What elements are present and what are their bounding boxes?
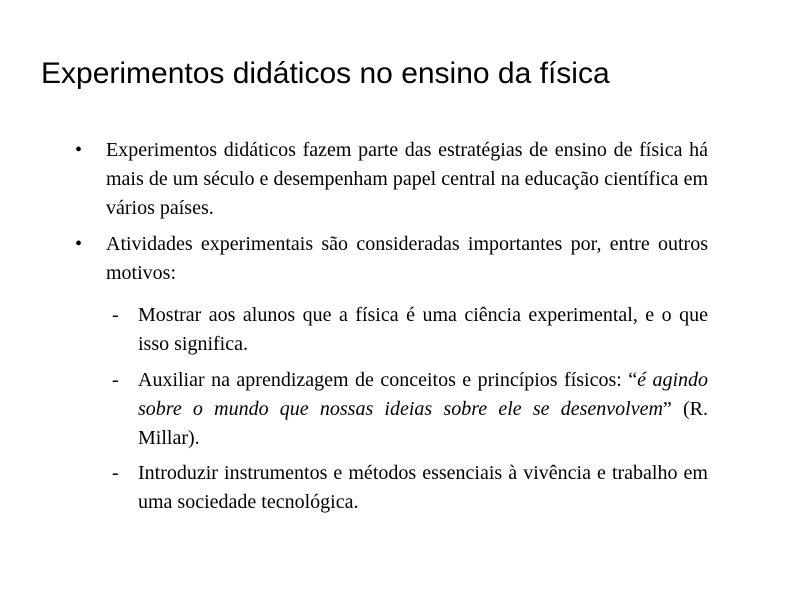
sub-bullet-text-after: ” (R. Millar).: [138, 398, 708, 449]
sub-bullet-marker: -: [112, 304, 119, 326]
sub-bullet-text: Mostrar aos alunos que a física é uma ciência experimental, e o que isso significa.: [138, 304, 708, 355]
sub-bullet-text: [138, 366, 708, 453]
bullet-item: [75, 230, 708, 288]
sub-bullet-marker: -: [112, 369, 119, 391]
bullet-text: Atividades experimentais são consideradas importantes por, entre outros motivos:: [106, 233, 708, 284]
bullet-marker: •: [75, 233, 83, 255]
sub-bullet-marker: -: [112, 462, 119, 484]
bullet-marker: •: [75, 139, 83, 161]
bullet-text: Experimentos didáticos fazem parte das estratégias de ensino de física há mais de um século e desempenham papel central na educação científica em vários países.: [106, 139, 708, 219]
bullet-item: [75, 136, 708, 223]
sub-bullet-text: Introduzir instrumentos e métodos essenciais à vivência e trabalho em uma sociedade tecnológica.: [138, 462, 708, 513]
sub-bullet-text-before: Auxiliar na aprendizagem de conceitos e princípios físicos: “: [138, 369, 638, 391]
slide-title: Experimentos didáticos no ensino da física: [41, 57, 610, 90]
sub-bullet-item: [112, 459, 708, 517]
millar-quote: é agindo sobre o mundo que nossas ideias sobre ele se desenvolvem: [138, 369, 708, 420]
sub-bullet-item: [112, 301, 708, 359]
sub-bullet-item: [112, 366, 708, 453]
